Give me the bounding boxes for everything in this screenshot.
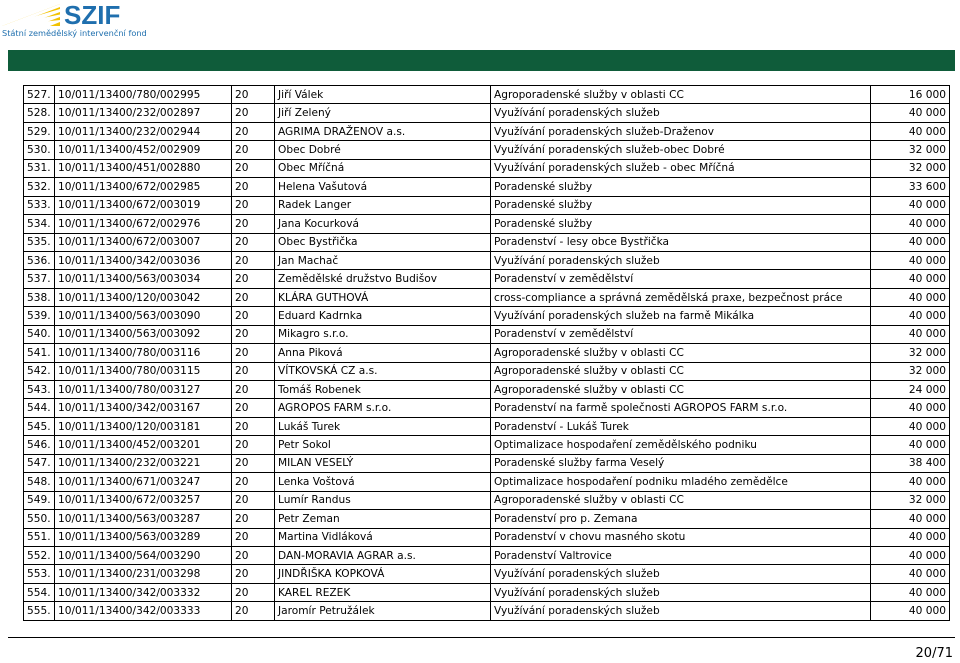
project-name-cell: Agroporadenské služby v oblasti CC <box>491 381 871 399</box>
amount-cell: 40 000 <box>871 104 950 122</box>
amount-cell: 40 000 <box>871 122 950 140</box>
measure-code-cell: 20 <box>232 141 275 159</box>
measure-code-cell: 20 <box>232 215 275 233</box>
row-number-cell: 531. <box>24 159 55 177</box>
project-name-cell: Poradenské služby <box>491 215 871 233</box>
registration-number-cell: 10/011/13400/563/003287 <box>55 510 232 528</box>
applicant-name-cell: Jaromír Petružálek <box>275 602 491 620</box>
amount-cell: 40 000 <box>871 251 950 269</box>
registration-number-cell: 10/011/13400/780/002995 <box>55 86 232 104</box>
registration-number-cell: 10/011/13400/452/002909 <box>55 141 232 159</box>
registration-number-cell: 10/011/13400/451/002880 <box>55 159 232 177</box>
measure-code-cell: 20 <box>232 288 275 306</box>
applicant-name-cell: Jiří Válek <box>275 86 491 104</box>
row-number-cell: 533. <box>24 196 55 214</box>
applicant-name-cell: Radek Langer <box>275 196 491 214</box>
table-row <box>24 362 950 380</box>
row-number-cell: 527. <box>24 86 55 104</box>
row-number-cell: 541. <box>24 344 55 362</box>
wheat-field-icon <box>2 4 60 26</box>
table-row <box>24 473 950 491</box>
registration-number-cell: 10/011/13400/563/003092 <box>55 325 232 343</box>
project-name-cell: cross-compliance a správná zemědělská praxe, bezpečnost práce <box>491 288 871 306</box>
registration-number-cell: 10/011/13400/120/003181 <box>55 417 232 435</box>
table-row <box>24 454 950 472</box>
header-bar <box>8 50 955 71</box>
measure-code-cell: 20 <box>232 325 275 343</box>
measure-code-cell: 20 <box>232 399 275 417</box>
amount-cell: 40 000 <box>871 233 950 251</box>
project-name-cell: Poradenské služby <box>491 196 871 214</box>
applicant-name-cell: Petr Sokol <box>275 436 491 454</box>
row-number-cell: 530. <box>24 141 55 159</box>
table-row <box>24 528 950 546</box>
applicant-name-cell: Jan Machač <box>275 251 491 269</box>
project-name-cell: Využívání poradenských služeb na farmě Mikálka <box>491 307 871 325</box>
row-number-cell: 535. <box>24 233 55 251</box>
row-number-cell: 528. <box>24 104 55 122</box>
amount-cell: 24 000 <box>871 381 950 399</box>
measure-code-cell: 20 <box>232 270 275 288</box>
table-row <box>24 270 950 288</box>
applicant-name-cell: KLÁRA GUTHOVÁ <box>275 288 491 306</box>
registration-number-cell: 10/011/13400/232/003221 <box>55 454 232 472</box>
project-name-cell: Poradenství na farmě společnosti AGROPOS FARM s.r.o. <box>491 399 871 417</box>
page-number: 20/71 <box>915 646 953 661</box>
amount-cell: 40 000 <box>871 528 950 546</box>
row-number-cell: 542. <box>24 362 55 380</box>
applicant-name-cell: Lenka Voštová <box>275 473 491 491</box>
table-row <box>24 399 950 417</box>
project-name-cell: Poradenství v chovu masného skotu <box>491 528 871 546</box>
amount-cell: 40 000 <box>871 510 950 528</box>
amount-cell: 40 000 <box>871 417 950 435</box>
registration-number-cell: 10/011/13400/342/003333 <box>55 602 232 620</box>
table-row <box>24 583 950 601</box>
table-row <box>24 491 950 509</box>
applicant-name-cell: MILAN VESELÝ <box>275 454 491 472</box>
project-name-cell: Agroporadenské služby v oblasti CC <box>491 344 871 362</box>
amount-cell: 40 000 <box>871 288 950 306</box>
row-number-cell: 552. <box>24 546 55 564</box>
registration-number-cell: 10/011/13400/232/002897 <box>55 104 232 122</box>
project-name-cell: Poradenství Valtrovice <box>491 546 871 564</box>
row-number-cell: 536. <box>24 251 55 269</box>
registration-number-cell: 10/011/13400/231/003298 <box>55 565 232 583</box>
applicant-name-cell: Anna Piková <box>275 344 491 362</box>
registration-number-cell: 10/011/13400/672/003019 <box>55 196 232 214</box>
project-name-cell: Optimalizace hospodaření podniku mladého zemědělce <box>491 473 871 491</box>
table-row <box>24 233 950 251</box>
measure-code-cell: 20 <box>232 362 275 380</box>
row-number-cell: 546. <box>24 436 55 454</box>
table-row <box>24 344 950 362</box>
measure-code-cell: 20 <box>232 233 275 251</box>
table-row <box>24 196 950 214</box>
project-name-cell: Využívání poradenských služeb <box>491 251 871 269</box>
table-row <box>24 602 950 620</box>
applicant-name-cell: Zemědělské družstvo Budišov <box>275 270 491 288</box>
row-number-cell: 544. <box>24 399 55 417</box>
registration-number-cell: 10/011/13400/342/003332 <box>55 583 232 601</box>
table-row <box>24 215 950 233</box>
registration-number-cell: 10/011/13400/780/003115 <box>55 362 232 380</box>
table-row <box>24 251 950 269</box>
amount-cell: 32 000 <box>871 362 950 380</box>
applicant-name-cell: Obec Dobré <box>275 141 491 159</box>
table-row <box>24 510 950 528</box>
measure-code-cell: 20 <box>232 602 275 620</box>
amount-cell: 40 000 <box>871 546 950 564</box>
project-name-cell: Poradenství v zemědělství <box>491 270 871 288</box>
project-name-cell: Využívání poradenských služeb <box>491 565 871 583</box>
amount-cell: 40 000 <box>871 583 950 601</box>
row-number-cell: 554. <box>24 583 55 601</box>
project-name-cell: Optimalizace hospodaření zemědělského podniku <box>491 436 871 454</box>
measure-code-cell: 20 <box>232 104 275 122</box>
measure-code-cell: 20 <box>232 159 275 177</box>
project-name-cell: Agroporadenské služby v oblasti CC <box>491 362 871 380</box>
registration-number-cell: 10/011/13400/672/002976 <box>55 215 232 233</box>
logo-subtitle: Státní zemědělský intervenční fond <box>2 28 147 38</box>
applicant-name-cell: AGROPOS FARM s.r.o. <box>275 399 491 417</box>
measure-code-cell: 20 <box>232 583 275 601</box>
measure-code-cell: 20 <box>232 546 275 564</box>
amount-cell: 32 000 <box>871 141 950 159</box>
table-row <box>24 546 950 564</box>
project-name-cell: Agroporadenské služby v oblasti CC <box>491 491 871 509</box>
applicant-name-cell: Lumír Randus <box>275 491 491 509</box>
table-row <box>24 436 950 454</box>
measure-code-cell: 20 <box>232 86 275 104</box>
logo-text: SZIF <box>64 0 121 30</box>
project-name-cell: Využívání poradenských služeb - obec Mříčná <box>491 159 871 177</box>
row-number-cell: 529. <box>24 122 55 140</box>
table-row <box>24 159 950 177</box>
table-row <box>24 417 950 435</box>
table-row <box>24 122 950 140</box>
applicant-name-cell: Lukáš Turek <box>275 417 491 435</box>
row-number-cell: 539. <box>24 307 55 325</box>
row-number-cell: 543. <box>24 381 55 399</box>
measure-code-cell: 20 <box>232 307 275 325</box>
amount-cell: 32 000 <box>871 491 950 509</box>
row-number-cell: 547. <box>24 454 55 472</box>
registration-number-cell: 10/011/13400/563/003034 <box>55 270 232 288</box>
row-number-cell: 550. <box>24 510 55 528</box>
measure-code-cell: 20 <box>232 381 275 399</box>
project-name-cell: Poradenství - Lukáš Turek <box>491 417 871 435</box>
measure-code-cell: 20 <box>232 565 275 583</box>
measure-code-cell: 20 <box>232 436 275 454</box>
registration-number-cell: 10/011/13400/780/003127 <box>55 381 232 399</box>
registration-number-cell: 10/011/13400/563/003090 <box>55 307 232 325</box>
row-number-cell: 548. <box>24 473 55 491</box>
row-number-cell: 532. <box>24 178 55 196</box>
amount-cell: 38 400 <box>871 454 950 472</box>
measure-code-cell: 20 <box>232 178 275 196</box>
footer-divider <box>8 637 955 638</box>
amount-cell: 40 000 <box>871 399 950 417</box>
registration-number-cell: 10/011/13400/342/003167 <box>55 399 232 417</box>
applicant-name-cell: JINDŘIŠKA KOPKOVÁ <box>275 565 491 583</box>
measure-code-cell: 20 <box>232 122 275 140</box>
measure-code-cell: 20 <box>232 491 275 509</box>
table-row <box>24 104 950 122</box>
amount-cell: 32 000 <box>871 159 950 177</box>
applicant-name-cell: AGRIMA DRAŽENOV a.s. <box>275 122 491 140</box>
row-number-cell: 538. <box>24 288 55 306</box>
applicant-name-cell: KAREL REZEK <box>275 583 491 601</box>
applicant-name-cell: Obec Bystřička <box>275 233 491 251</box>
table-row <box>24 141 950 159</box>
applicant-name-cell: Obec Mříčná <box>275 159 491 177</box>
table-row <box>24 325 950 343</box>
amount-cell: 40 000 <box>871 196 950 214</box>
measure-code-cell: 20 <box>232 473 275 491</box>
measure-code-cell: 20 <box>232 417 275 435</box>
measure-code-cell: 20 <box>232 528 275 546</box>
applicant-name-cell: Helena Vašutová <box>275 178 491 196</box>
measure-code-cell: 20 <box>232 251 275 269</box>
amount-cell: 40 000 <box>871 473 950 491</box>
registration-number-cell: 10/011/13400/563/003289 <box>55 528 232 546</box>
table-row <box>24 381 950 399</box>
measure-code-cell: 20 <box>232 454 275 472</box>
table-row <box>24 307 950 325</box>
project-name-cell: Poradenství v zemědělství <box>491 325 871 343</box>
applicant-name-cell: VÍTKOVSKÁ CZ a.s. <box>275 362 491 380</box>
row-number-cell: 549. <box>24 491 55 509</box>
amount-cell: 40 000 <box>871 307 950 325</box>
row-number-cell: 553. <box>24 565 55 583</box>
measure-code-cell: 20 <box>232 344 275 362</box>
amount-cell: 40 000 <box>871 436 950 454</box>
table-row <box>24 565 950 583</box>
amount-cell: 16 000 <box>871 86 950 104</box>
applicant-name-cell: Jiří Zelený <box>275 104 491 122</box>
project-name-cell: Poradenské služby farma Veselý <box>491 454 871 472</box>
project-name-cell: Poradenské služby <box>491 178 871 196</box>
amount-cell: 32 000 <box>871 344 950 362</box>
applicant-name-cell: Eduard Kadrnka <box>275 307 491 325</box>
registration-number-cell: 10/011/13400/672/003007 <box>55 233 232 251</box>
applicant-name-cell: Mikagro s.r.o. <box>275 325 491 343</box>
amount-cell: 40 000 <box>871 602 950 620</box>
project-name-cell: Využívání poradenských služeb <box>491 583 871 601</box>
project-name-cell: Poradenství pro p. Zemana <box>491 510 871 528</box>
project-name-cell: Využívání poradenských služeb-obec Dobré <box>491 141 871 159</box>
amount-cell: 40 000 <box>871 270 950 288</box>
row-number-cell: 534. <box>24 215 55 233</box>
registration-number-cell: 10/011/13400/120/003042 <box>55 288 232 306</box>
registration-number-cell: 10/011/13400/564/003290 <box>55 546 232 564</box>
measure-code-cell: 20 <box>232 510 275 528</box>
applicant-name-cell: DAN-MORAVIA AGRAR a.s. <box>275 546 491 564</box>
applicant-name-cell: Tomáš Robenek <box>275 381 491 399</box>
registration-number-cell: 10/011/13400/342/003036 <box>55 251 232 269</box>
table-row <box>24 288 950 306</box>
project-name-cell: Využívání poradenských služeb <box>491 104 871 122</box>
project-name-cell: Využívání poradenských služeb-Draženov <box>491 122 871 140</box>
applicant-name-cell: Martina Vidláková <box>275 528 491 546</box>
row-number-cell: 545. <box>24 417 55 435</box>
project-name-cell: Využívání poradenských služeb <box>491 602 871 620</box>
szif-logo <box>0 0 147 42</box>
applicant-name-cell: Petr Zeman <box>275 510 491 528</box>
project-name-cell: Poradenství - lesy obce Bystřička <box>491 233 871 251</box>
amount-cell: 40 000 <box>871 215 950 233</box>
table-row <box>24 178 950 196</box>
amount-cell: 40 000 <box>871 565 950 583</box>
table-row <box>24 86 950 104</box>
registration-number-cell: 10/011/13400/671/003247 <box>55 473 232 491</box>
applicant-name-cell: Jana Kocurková <box>275 215 491 233</box>
registration-number-cell: 10/011/13400/452/003201 <box>55 436 232 454</box>
registration-number-cell: 10/011/13400/672/003257 <box>55 491 232 509</box>
measure-code-cell: 20 <box>232 196 275 214</box>
row-number-cell: 537. <box>24 270 55 288</box>
registration-number-cell: 10/011/13400/780/003116 <box>55 344 232 362</box>
beneficiaries-table <box>23 85 950 621</box>
amount-cell: 33 600 <box>871 178 950 196</box>
row-number-cell: 551. <box>24 528 55 546</box>
amount-cell: 40 000 <box>871 325 950 343</box>
project-name-cell: Agroporadenské služby v oblasti CC <box>491 86 871 104</box>
registration-number-cell: 10/011/13400/232/002944 <box>55 122 232 140</box>
registration-number-cell: 10/011/13400/672/002985 <box>55 178 232 196</box>
row-number-cell: 540. <box>24 325 55 343</box>
row-number-cell: 555. <box>24 602 55 620</box>
